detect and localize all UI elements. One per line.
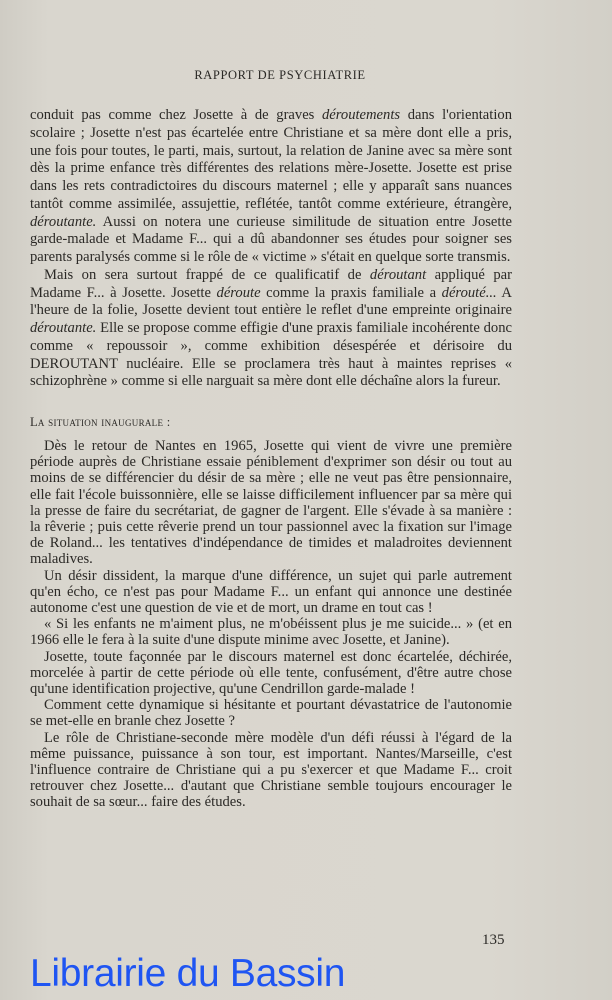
page-number: 135 (482, 932, 505, 948)
section-heading: La situation inaugurale : (30, 415, 171, 429)
italic-term: déroutant (369, 266, 427, 283)
intro-paragraphs (30, 107, 512, 391)
text-run: Comment cette dynamique si hésitante et pourtant dévastatrice de l'autonomie se met-elle en branle chez Josette ? (30, 697, 512, 730)
paragraph (30, 438, 512, 568)
text-run: dans l'orientation scolaire ; Josette n'est pas écartelée entre Christiane et sa mère dont elle a pris, une fois pour toutes, le parti, mais, surtout, la relation de Janine avec sa mère sont dès la prime enfance très différentes des relations mère-Josette. Josette est prise dans les rets contradictoires du discours maternel ; elle y apparaît sans nuances tantôt comme assimilée, assujettie, reflétée, tantôt comme extérieure, étrangère, (30, 107, 512, 212)
running-header: RAPPORT DE PSYCHIATRIE (194, 68, 366, 82)
paragraph (30, 616, 512, 648)
paragraph (30, 267, 512, 391)
paragraph (30, 697, 512, 729)
paragraph (30, 649, 512, 698)
paragraph (30, 730, 512, 811)
text-run: A l'heure de la folie, Josette devient tout entière le reflet d'une empreinte originaire (30, 284, 512, 319)
text-run: Le rôle de Christiane-seconde mère modèle d'un défi réussi à l'égard de la même puissance, puissance à son tour, est important. Nantes/Marseille, c'est l'influence contraire de Christiane qui a pu s'exercer et que Madame F... croit retrouver chez Josette... d'autant que Christiane semble toujours encourager le souhait de sa sœur... faire des études. (30, 729, 512, 811)
text-run: Elle se propose comme effigie d'une praxis familiale incohérente donc comme « repoussoir », comme exhibition désespérée et dérisoire du DEROUTANT nucléaire. Elle se proclamera très haut à maintes reprises « schizophrène » comme si elle narguait sa mère dont elle déchaîne alors la fureur. (30, 320, 512, 390)
text-run: appliqué par Madame F... à Josette. Josette (30, 266, 512, 301)
paragraph (30, 568, 512, 617)
italic-term: dérouté... (441, 284, 497, 301)
italic-term: déroutements (321, 107, 401, 123)
italic-term: déroutante. (30, 213, 97, 230)
text-run: Un désir dissident, la marque d'une différence, un sujet qui parle autrement qu'en écho, ce n'est pas pour Madame F... un enfant qui annonce une destinée autonome c'est une question de vie et de mort, un drame en tout cas ! (30, 567, 512, 617)
watermark-logo: Librairie du Bassin (30, 952, 346, 995)
text-run: Mais on sera surtout frappé de ce qualificatif de (44, 266, 370, 283)
text-run: comme la praxis familiale a (260, 284, 442, 301)
text-run: Josette, toute façonnée par le discours maternel est donc écartelée, déchirée, morcelée à partir de cette période où elle tente, confusément, d'être autre chose qu'une identification projective, qu'une Cendrillon garde-malade ! (30, 648, 512, 698)
text-run: conduit pas comme chez Josette à de graves (30, 107, 322, 123)
text-run: « Si les enfants ne m'aiment plus, ne m'obéissent plus je me suicide... » (et en 1966 elle le fera à la suite d'une dispute minime avec Josette, et Janine). (30, 616, 512, 649)
paragraph (30, 107, 512, 267)
italic-term: déroute (216, 284, 261, 301)
italic-term: déroutante. (30, 320, 97, 336)
page-body (30, 107, 512, 811)
text-run: Dès le retour de Nantes en 1965, Josette qui vient de vivre une première période auprès de Christiane essaie péniblement d'exprimer son désir ou tout au moins de se différencier du désir de sa mère ; elle ne veut pas être pensionnaire, elle fait l'école buissonnière, elle se laisse difficilement influencer par sa mère qui la presse de faire du secrétariat, de gagner de l'argent. Elle s'évade à sa manière : la rêverie ; puis cette rêverie prend un tour passionnel avec la fixation sur l'image de Roland... les tentatives d'indépendance de timides et maladroites deviennent maladives. (30, 438, 512, 568)
section-paragraphs (30, 438, 512, 811)
text-run: Aussi on notera une curieuse similitude de situation entre Josette garde-malade et Madame F... qui a dû abandonner ses études pour soigner ses parents paralysés comme si le rôle de « victime » s'était en quelque sorte transmis. (30, 213, 512, 265)
